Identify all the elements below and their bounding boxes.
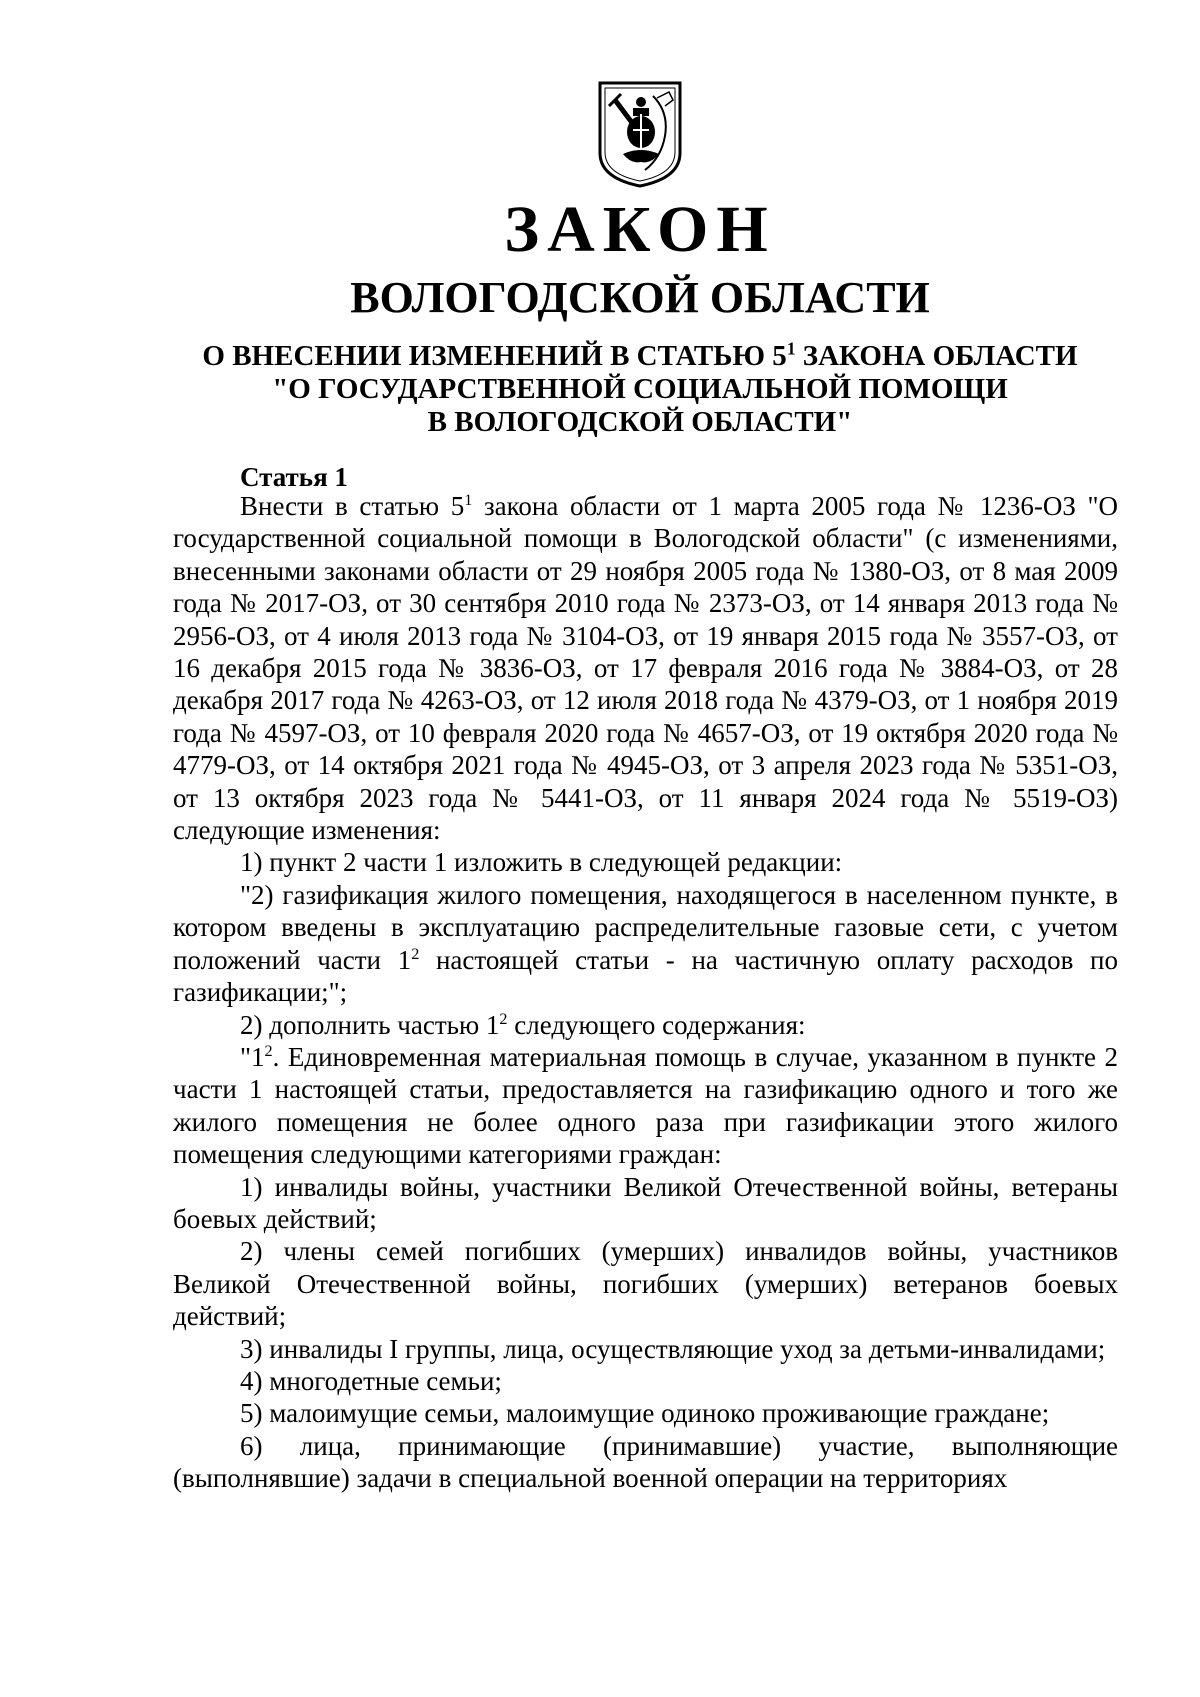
new-part-text — [173, 1041, 1118, 1171]
subtitle-line-1-a: О ВНЕСЕНИИ ИЗМЕНЕНИЙ В СТАТЬЮ 5 — [202, 340, 787, 372]
amendment-item-2 — [173, 1009, 1118, 1041]
category-item: 2) члены семей погибших (умерших) инвалидов войны, участников Великой Отечественной войны, погибших (умерших) ветеранов боевых действий; — [173, 1236, 1118, 1332]
part-a: "1 — [240, 1041, 265, 1072]
item2-a: 2) дополнить частью 1 — [240, 1009, 500, 1040]
item1-text-sup: 2 — [411, 944, 420, 963]
category-item: 3) инвалиды I группы, лица, осуществляющие уход за детьми-инвалидами; — [240, 1333, 1106, 1364]
item1-text-b: настоящей статьи - на частичную оплату расходов по газификации;"; — [173, 944, 1118, 1008]
subtitle-line-3: В ВОЛОГОДСКОЙ ОБЛАСТИ" — [427, 406, 853, 438]
article-heading: Статья 1 — [240, 462, 348, 492]
part-b: . Единовременная материальная помощь в случае, указанном в пункте 2 части 1 настоящей статьи, предоставляется на газификацию одного и того же жилого помещения не более одного раза при газификации этого жилого помещения следующими категориями граждан: — [173, 1041, 1118, 1170]
subtitle-line-1-b: ЗАКОНА ОБЛАСТИ — [795, 340, 1078, 372]
category-item: 6) лица, принимающие (принимавшие) участие, выполняющие (выполнявшие) задачи в специальной военной операции на территориях — [173, 1430, 1118, 1494]
article-intro — [173, 490, 1118, 846]
subtitle-sup: 1 — [786, 338, 796, 359]
intro-a: Внести в статью 5 — [240, 491, 465, 521]
article-body — [173, 490, 1118, 1495]
intro-b: закона области от 1 марта 2005 года № 1236-ОЗ "О государственной социальной помощи в Вологодской области" (с изменениями, внесенными законами области от 29 ноября 2005 года № 1380-ОЗ, от 8 мая 2009 года № 2017-ОЗ, от 30 сентября 2010 года № 2373-ОЗ, от 14 января 2013 года № 2956-ОЗ, от 4 июля 2013 года № 3104-ОЗ, от 19 января 2015 года № 3557-ОЗ, от 16 декабря 2015 года № 3836-ОЗ, от 17 февраля 2016 года № 3884-ОЗ, от 28 декабря 2017 года № 4263-ОЗ, от 12 июля 2018 года № 4379-ОЗ, от 1 ноября 2019 года № 4597-ОЗ, от 10 февраля 2020 года № 4657-ОЗ, от 19 октября 2020 года № 4779-ОЗ, от 14 октября 2021 года № 4945-ОЗ, от 3 апреля 2023 года № 5351-ОЗ, от 13 октября 2023 года № 5441-ОЗ, от 11 января 2024 года № 5519-ОЗ) следующие изменения: — [173, 491, 1119, 846]
category-item: 1) инвалиды войны, участники Великой Отечественной войны, ветераны боевых действий; — [173, 1171, 1118, 1234]
coat-of-arms-icon — [595, 78, 685, 190]
item2-b: следующего содержания: — [507, 1009, 806, 1040]
item2-sup: 2 — [499, 1009, 508, 1028]
law-subtitle — [0, 340, 1200, 439]
part-sup: 2 — [264, 1041, 273, 1060]
item1-text-a: "2) газификация жилого помещения, находящегося в населенном пункте, в котором введены в эксплуатацию распределительные газовые сети, с учетом положений части 1 — [173, 879, 1118, 975]
subtitle-line-2: "О ГОСУДАРСТВЕННОЙ СОЦИАЛЬНОЙ ПОМОЩИ — [272, 373, 1008, 405]
law-region: ВОЛОГОДСКОЙ ОБЛАСТИ — [350, 273, 930, 322]
category-item: 4) многодетные семьи; — [240, 1365, 502, 1396]
category-item: 5) малоимущие семьи, малоимущие одиноко проживающие граждане; — [240, 1398, 1050, 1429]
amendment-item-1-text — [173, 879, 1118, 1009]
law-title: ЗАКОН — [504, 193, 776, 266]
intro-sup: 1 — [464, 491, 473, 509]
amendment-item-1: 1) пункт 2 части 1 изложить в следующей редакции: — [240, 847, 843, 878]
